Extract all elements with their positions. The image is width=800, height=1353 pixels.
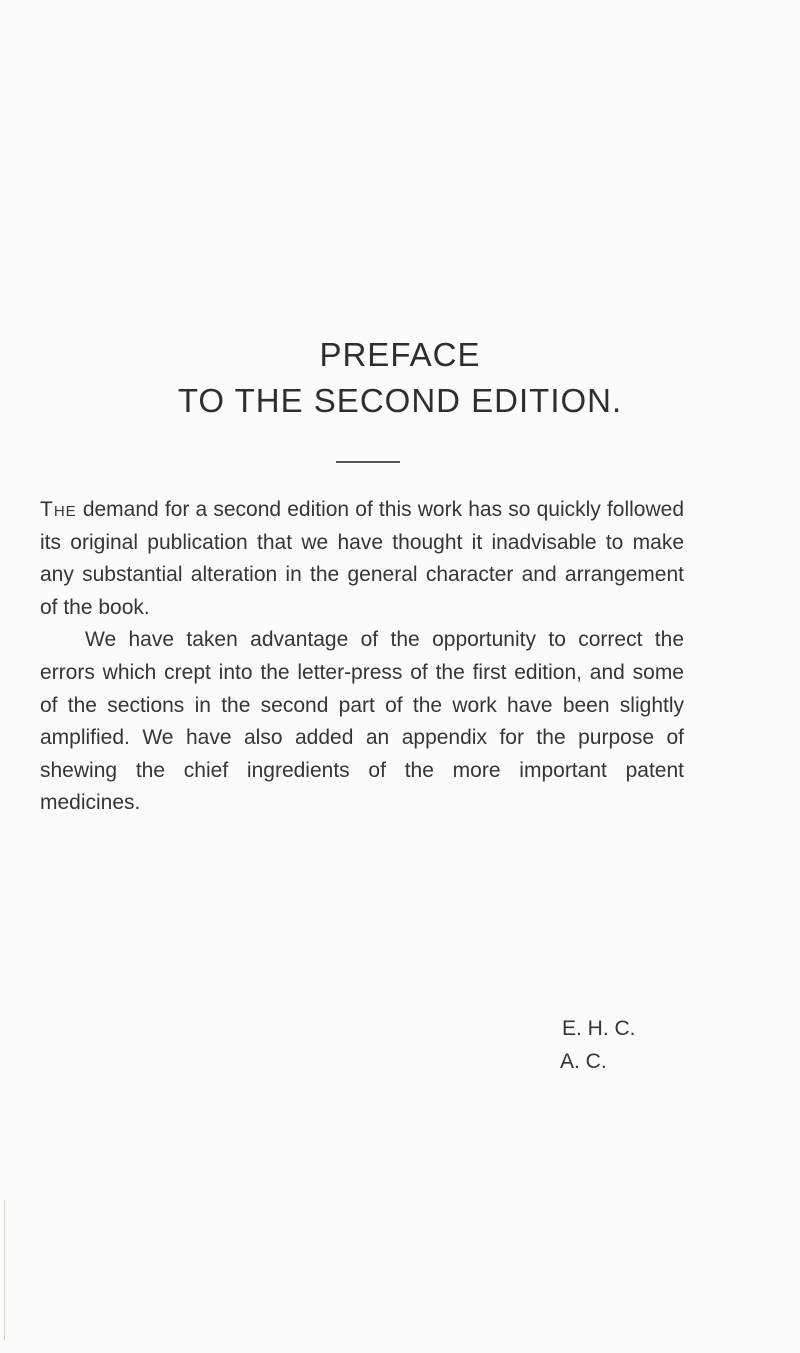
signature-initials-2: A. C. bbox=[560, 1049, 607, 1073]
preface-title: PREFACE bbox=[319, 336, 481, 373]
paragraph-1-lead-word: The bbox=[40, 498, 77, 521]
paragraph-1-text: demand for a second edition of this work has so quickly followed its original publication that we have thought it inadvisable to make any substantial alteration in the general character and arrangement of the book. bbox=[40, 498, 684, 619]
paragraph-1 bbox=[40, 494, 684, 624]
preface-body bbox=[40, 494, 684, 820]
preface-subtitle: TO THE SECOND EDITION. bbox=[177, 382, 623, 419]
page-edge-mark bbox=[4, 1200, 5, 1340]
signature-initials-1: E. H. C. bbox=[562, 1017, 636, 1040]
signature-block bbox=[562, 1013, 636, 1078]
paragraph-2: We have taken advantage of the opportunity to correct the errors which crept into the letter-press of the first edition, and some of the sections in the second part of the work have been slightly amplified. We have also added an appendix for the purpose of shewing the chief ingredients of the more important patent medicines. bbox=[40, 628, 684, 815]
decorative-rule bbox=[336, 461, 400, 463]
